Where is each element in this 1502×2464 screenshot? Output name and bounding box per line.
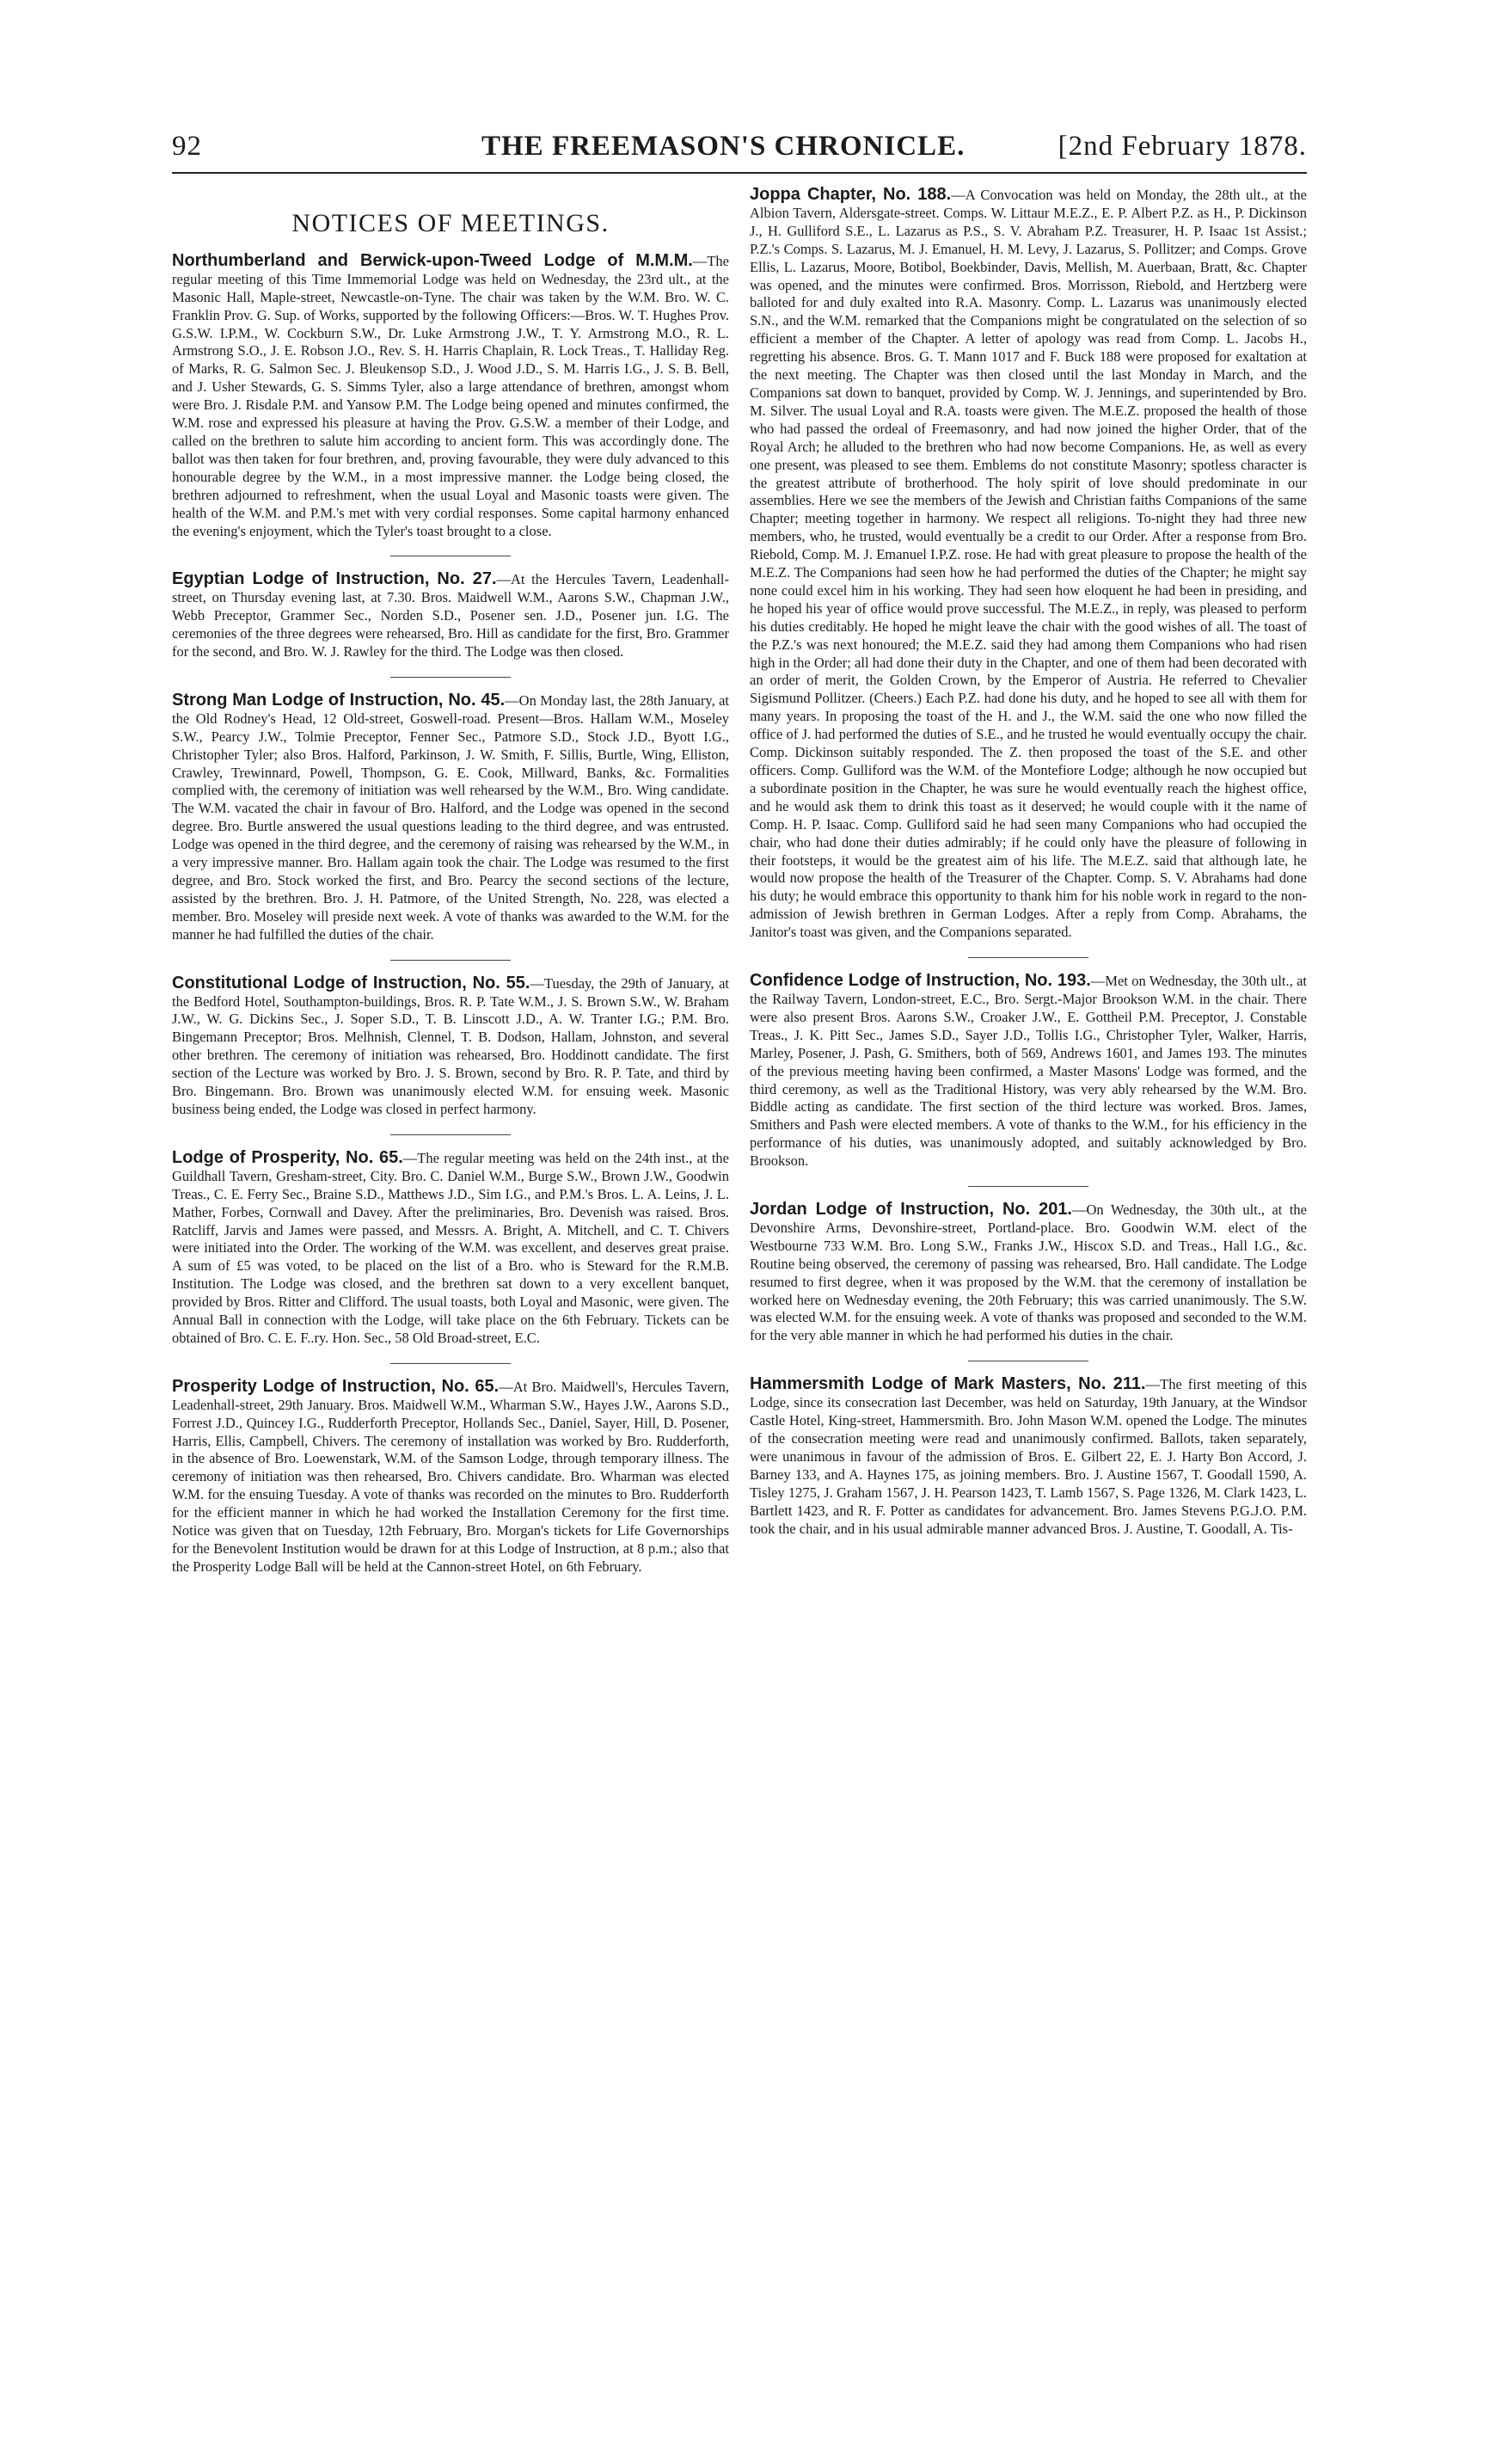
- page-header: [172, 131, 1307, 170]
- notice-hammersmith: [750, 1375, 1307, 1538]
- separator: [968, 957, 1088, 958]
- notice-body: —Tuesday, the 29th of January, at the Bedford Hotel, Southampton-buildings, Bros. R. P. Tate W.M., J. S. Brown S.W., W. Braham J.W., W. G. Dickins Sec., J. Soper S.D., T. B. Linscott J.D., A. W. Tranter I.G.; P.M. Bro. Bingemann Preceptor; Bros. Melhnish, Clennel, T. B. Dodson, Hallam, Johnston, and several other brethren. The ceremony of initiation was rehearsed, Bro. Hoddinott candidate. The first section of the Lecture was worked by Bro. J. S. Brown, second by Bro. R. P. Tate, and third by Bro. Bingemann. Bro. Brown was unanimously elected W.M. for ensuing week. Masonic business being ended, the Lodge was closed in perfect harmony.: [172, 974, 729, 1117]
- notice-body: —The first meeting of this Lodge, since its consecration last December, was held on Saturday, 19th January, at the Windsor Castle Hotel, King-street, Hammersmith. Bro. John Mason W.M. opened the Lodge. The minutes of the consecration meeting were read and unanimously confirmed. Ballots, taken separately, were unanimous in favour of the admission of Bros. E. Gilbert 22, E. J. Harty Bon Accord, J. Barney 133, and A. Haynes 175, as joining members. Bro. J. Austine 1567, T. Goodall 1590, A. Tisley 1275, J. Graham 1567, J. H. Pearson 1423, T. Lamb 1567, S. Page 1326, M. Clark 1423, L. Bartlett 1423, and R. F. Potter as candidates for advancement. Bro. James Stevens P.G.J.O. P.M. took the chair, and in his usual admirable manner advanced Bros. J. Austine, T. Goodall, A. Tis-: [750, 1376, 1307, 1537]
- notice-heading: Northumberland and Berwick-upon-Tweed Lodge of M.M.M.: [172, 250, 693, 270]
- notice-heading: Strong Man Lodge of Instruction, No. 45.: [172, 690, 506, 710]
- notice-heading: Lodge of Prosperity, No. 65.: [172, 1147, 403, 1167]
- notice-heading: Joppa Chapter, No. 188.: [750, 186, 952, 204]
- notice-heading: Confidence Lodge of Instruction, No. 193.: [750, 971, 1091, 991]
- notice-constitutional: [172, 974, 729, 1119]
- notice-body: —At Bro. Maidwell's, Hercules Tavern, Leadenhall-street, 29th January. Bros. Maidwell W.M., Wharman S.W., Hayes J.W., Aarons S.D., Forrest J.D., Quincey I.G., Rudderforth Preceptor, Hollands Sec., Daniel, Sayer, Hill, D. Posener, Harris, Ellis, Campbell, Chivers. The ceremony of installation was worked by Bro. Rudderforth, in the absence of Bro. Loewenstark, W.M. of the Samson Lodge, through temporary illness. The ceremony of initiation was then rehearsed, Bro. Chivers candidate. Bro. Wharman was elected W.M. for the ensuing Tuesday. A vote of thanks was recorded on the minutes to Bro. Rudderforth for the efficient manner in which he had worked the Installation Ceremony for the first time. Notice was given that on Tuesday, 12th February, Bro. Morgan's tickets for Life Governorships for the Benevolent Institution would be drawn for at this Lodge of Instruction, at 8 p.m.; also that the Prosperity Lodge Ball will be held at the Cannon-street Hotel, on 6th February.: [172, 1378, 729, 1575]
- separator: [968, 1186, 1088, 1187]
- page-number: 92: [172, 131, 202, 162]
- notice-body: —On Monday last, the 28th January, at the Old Rodney's Head, 12 Old-street, Goswell-road. Present—Bros. Hallam W.M., Moseley S.W., Pearcy J.W., Tolmie Preceptor, Fenner Sec., Patmore S.D., Stock J.D., Byott I.G., Christopher Tyler; also Bros. Halford, Parkinson, J. W. Smith, F. Sillis, Burtle, Wing, Elliston, Crawley, Trewinnard, Powell, Thompson, G. E. Cook, Millward, Banks, &c. Formalities complied with, the ceremony of initiation was well rehearsed by the W.M., Bro. Wing candidate. The W.M. vacated the chair in favour of Bro. Halford, and the Lodge was opened in the second degree. Bro. Burtle answered the usual questions leading to the third degree, and was entrusted. Lodge was opened in the third degree, and the ceremony of raising was rehearsed by the W.M., in a very impressive manner. Bro. Hallam again took the chair. The Lodge was resumed to the first degree, and Bro. Stock worked the first, and Bro. Pearcy the second sections of the lecture, assisted by the brethren. Bro. J. H. Patmore, of the United Strength, No. 228, was elected a member. Bro. Moseley will preside next week. A vote of thanks was awarded to the W.M. for the manner he had fulfilled the duties of the chair.: [172, 691, 729, 943]
- separator: [390, 960, 511, 961]
- masthead-title: THE FREEMASON'S CHRONICLE.: [481, 131, 966, 162]
- notice-egyptian: [172, 570, 729, 661]
- notice-body: —The regular meeting was held on the 24th inst., at the Guildhall Tavern, Gresham-street, City. Bro. C. Daniel W.M., Burge S.W., Brown J.W., Goodwin Treas., C. E. Ferry Sec., Braine S.D., Matthews J.D., Sim I.G., and P.M.'s Bros. L. A. Leins, J. L. Mather, Forbes, Cornwall and Davey. After the preliminaries, Bro. Devenish was raised. Bros. Ratcliff, Jarvis and James were passed, and Messrs. A. Bright, A. Mitchell, and C. T. Chivers were initiated into the Order. The working of the W.M. was excellent, and deserves great praise. A sum of £5 was voted, to be placed on the list of a Bro. who is Steward for the R.M.B. Institution. The Lodge was closed, and the brethren sat down to a very excellent banquet, provided by Bros. Ritter and Clifford. The usual toasts, both Loyal and Masonic, were given. The Annual Ball in connection with the Lodge, will take place on the 6th February. Tickets can be obtained of Bro. C. E. F..ry. Hon. Sec., 58 Old Broad-street, E.C.: [172, 1149, 729, 1346]
- notice-heading: Hammersmith Lodge of Mark Masters, No. 211.: [750, 1374, 1146, 1394]
- notice-strong-man: [172, 691, 729, 944]
- left-column: [172, 186, 729, 2284]
- notice-body: —The regular meeting of this Time Immemorial Lodge was held on Wednesday, the 23rd ult., at the Masonic Hall, Maple-street, Newcastle-on-Tyne. The chair was taken by the W.M. Bro. W. C. Franklin Prov. G. Sup. of Works, supported by the following Officers:—Bros. W. T. Hughes Prov. G.S.W. I.P.M., W. Cockburn S.W., Dr. Luke Armstrong J.W., T. Y. Armstrong M.O., R. L. Armstrong S.O., J. E. Robson J.O., Rev. S. H. Harris Chaplain, R. Lock Treas., T. Halliday Reg. of Marks, R. G. Salmon Sec. J. Bleukensop S.D., J. Wood J.D., S. M. Harris I.G., J. S. B. Bell, and J. Usher Stewards, G. S. Simms Tyler, also a large attendance of brethren, amongst whom were Bro. J. Risdale P.M. and Yansow P.M. The Lodge being opened and minutes confirmed, the W.M. rose and expressed his pleasure at having the Prov. G.S.W. a member of their Lodge, and called on the brethren to salute him according to ancient form. This was accordingly done. The ballot was then taken for four brethren, and, proving favourable, they were duly advanced to this honourable degree by the W.M., in a most impressive manner. the Lodge being closed, the brethren adjourned to refreshment, when the usual Loyal and Masonic toasts were given. The health of the W.M. and P.M.'s met with very cordial responses. Some capital harmony enhanced the evening's enjoyment, which the Tyler's toast brought to a close.: [172, 252, 729, 539]
- separator: [390, 1363, 511, 1364]
- notice-jordan: [750, 1201, 1307, 1345]
- notice-northumberland: [172, 252, 729, 541]
- notice-prosperity-instruction: [172, 1378, 729, 1576]
- issue-date: [2nd February 1878.: [1058, 131, 1307, 162]
- notice-body: —Met on Wednesday, the 30th ult., at the Railway Tavern, London-street, E.C., Bro. Sergt.-Major Brookson W.M. in the chair. There were also present Bros. Aarons S.W., Croaker J.W., E. Gottheil P.M. Preceptor, J. Constable Treas., J. K. Pitt Sec., James S.D., Sayer J.D., Tollis I.G., Christopher Tyler, Walker, Harris, Marley, Posener, J. Pash, G. Smithers, both of 569, Andrews 1601, and James 193. The minutes of the previous meeting having been confirmed, a Master Masons' Lodge was formed, and the third ceremony, as well as the Traditional History, was very ably rehearsed by the W.M. Bro. Biddle acting as candidate. The first section of the third lecture was worked. Bros. James, Smithers and Pash were elected members. A vote of thanks to the W.M., for his efficiency in the performance of his duties, was unanimously adopted, and suitably acknowledged by Bro. Brookson.: [750, 973, 1307, 1170]
- section-title: NOTICES OF MEETINGS.: [291, 209, 610, 237]
- notice-heading: Constitutional Lodge of Instruction, No. 55.: [172, 973, 530, 992]
- notice-confidence: [750, 972, 1307, 1171]
- notice-heading: Jordan Lodge of Instruction, No. 201.: [750, 1200, 1072, 1220]
- notice-heading: Egyptian Lodge of Instruction, No. 27.: [172, 569, 497, 589]
- separator: [390, 677, 511, 678]
- notice-heading: Prosperity Lodge of Instruction, No. 65.: [172, 1376, 500, 1396]
- separator: [390, 1134, 511, 1135]
- notice-prosperity: [172, 1149, 729, 1348]
- notice-body: —On Wednesday, the 30th ult., at the Devonshire Arms, Devonshire-street, Portland-place. Bro. Goodwin W.M. elect of the Westbourne 733 W.M. Bro. Long S.W., Franks J.W., Hiscox S.D. and Treas., Hall I.G., &c. Routine being observed, the ceremony of passing was rehearsed, Bro. Hall candidate. The Lodge resumed to first degree, when it was proposed by the W.M. that the ceremony of installation be worked here on Wednesday evening, the 20th February; this was carried unanimously. The S.W. was elected W.M. for the ensuing week. A vote of thanks was proposed and seconded to the W.M. for the very able manner in which he had performed his duties in the chair.: [750, 1201, 1307, 1344]
- notice-body: —A Convocation was held on Monday, the 28th ult., at the Albion Tavern, Aldersgate-street. Comps. W. Littaur M.E.Z., E. P. Albert P.Z. as H., P. Dickinson J., H. Gulliford S.E., L. Lazarus as P.S., S. V. Abraham P.Z. Treasurer, H. P. Isaac 1st Assist.; P.Z.'s Comps. S. Lazarus, M. J. Emanuel, H. M. Levy, J. Lazarus, S. Pollitzer; and Comps. Grove Ellis, L. Lazarus, Moore, Botibol, Boekbinder, Davis, Mellish, M. Auerbaan, Bratt, &c. Chapter was opened, and the minutes were confirmed. Bros. Morrisson, Riebold, and Hertzberg were balloted for and duly exalted into R.A. Masonry. Comp. L. Lazarus was unanimously elected S.N., and the W.M. remarked that the Companions might be congratulated on the selection of so efficient a member of the Chapter. A letter of apology was read from Comp. L. Jacobs H., regretting his absence. Bros. G. T. Mann 1017 and F. Buck 188 were proposed for exaltation at the next meeting. The Chapter was then closed until the last Monday in March, and the Companions sat down to banquet, provided by Comp. W. J. Jennings, and superintended by Bro. M. Silver. The usual Loyal and R.A. toasts were given. The M.E.Z. proposed the health of those who had passed the ordeal of Freemasonry, and had now joined the higher Order, that of the Royal Arch; he alluded to the brethren who had now become Companions. He, as well as every one present, was pleased to see them. Emblems do not constitute Masonry; spotless character is the greatest attribute of brotherhood. The holy spirit of love should predominate in our assemblies. Here we see the members of the Jewish and Christian faiths Companions of the same Chapter; meeting together in harmony. We respect all religions. To-night they had three new members, who, he trusted, would eventually be a credit to our Order. After a response from Bro. Riebold, Comp. M. J. Emanuel I.P.Z. rose. He had with great pleasure to propose the health of the M.E.Z. The Companions had seen how he had performed the duties of the Chapter; he might say none could excel him in his working. They had seen how eloquent he had been in presiding, and he hoped his year of office would prove successful. The M.E.Z., in reply, was pleased to perform his duties creditably. He hoped he might leave the chair with the good wishes of all. The toast of the P.Z.'s was next honoured; the M.E.Z. said they had among them Companions who had risen high in the Order; all had done their duty in the Chapter, and one of them had been decorated with an order of merit, the Golden Crown, by the Emperor of Austria. He referred to Chevalier Sigismund Pollitzer. (Cheers.) Each P.Z. had done his duty, and he hoped to see all with them for many years. In proposing the toast of the H. and J., the W.M. said the one who now filled the office of J. had performed the duties of S.E., and he trusted he would eventually occupy the chair. Comp. Dickinson suitably responded. The Z. then proposed the toast of the S.E. and other officers. Comp. Gulliford was the W.M. of the Montefiore Lodge; although he now occupied but a subordinate position in the Chapter, he was sure he would eventually reach the highest office, and he would ask them to drink this toast as it deserved; he would couple with it the name of Comp. H. P. Isaac. Comp. Gulliford said he had seen many Companions who had occupied the chair, who had done their duties admirably; if he could only have the pleasure of following in their footsteps, it would be the greatest aim of his life. The M.E.Z. said that although late, he would now propose the health of the Treasurer of the Chapter. Comp. S. V. Abrahams had done his duty; he would embrace this opportunity to thank him for his noble work in regard to the non-admission of Jewish brethren in German Lodges. After a reply from Comp. Abrahams, the Janitor's toast was given, and the Companions separated.: [750, 187, 1307, 941]
- right-column: [750, 186, 1307, 2284]
- notice-joppa: [750, 186, 1307, 942]
- notice-body: —At the Hercules Tavern, Leadenhall-street, on Thursday evening last, at 7.30. Bros. Maidwell W.M., Aarons S.W., Chapman J.W., Webb Preceptor, Grammer Sec., Norden S.D., Posener sen. J.D., Posener jun. I.G. The ceremonies of the three degrees were rehearsed, Bro. Hill as candidate for the first, Bro. Grammer for the second, and Bro. W. J. Rawley for the third. The Lodge was then closed.: [172, 571, 729, 661]
- header-rule: [172, 172, 1307, 174]
